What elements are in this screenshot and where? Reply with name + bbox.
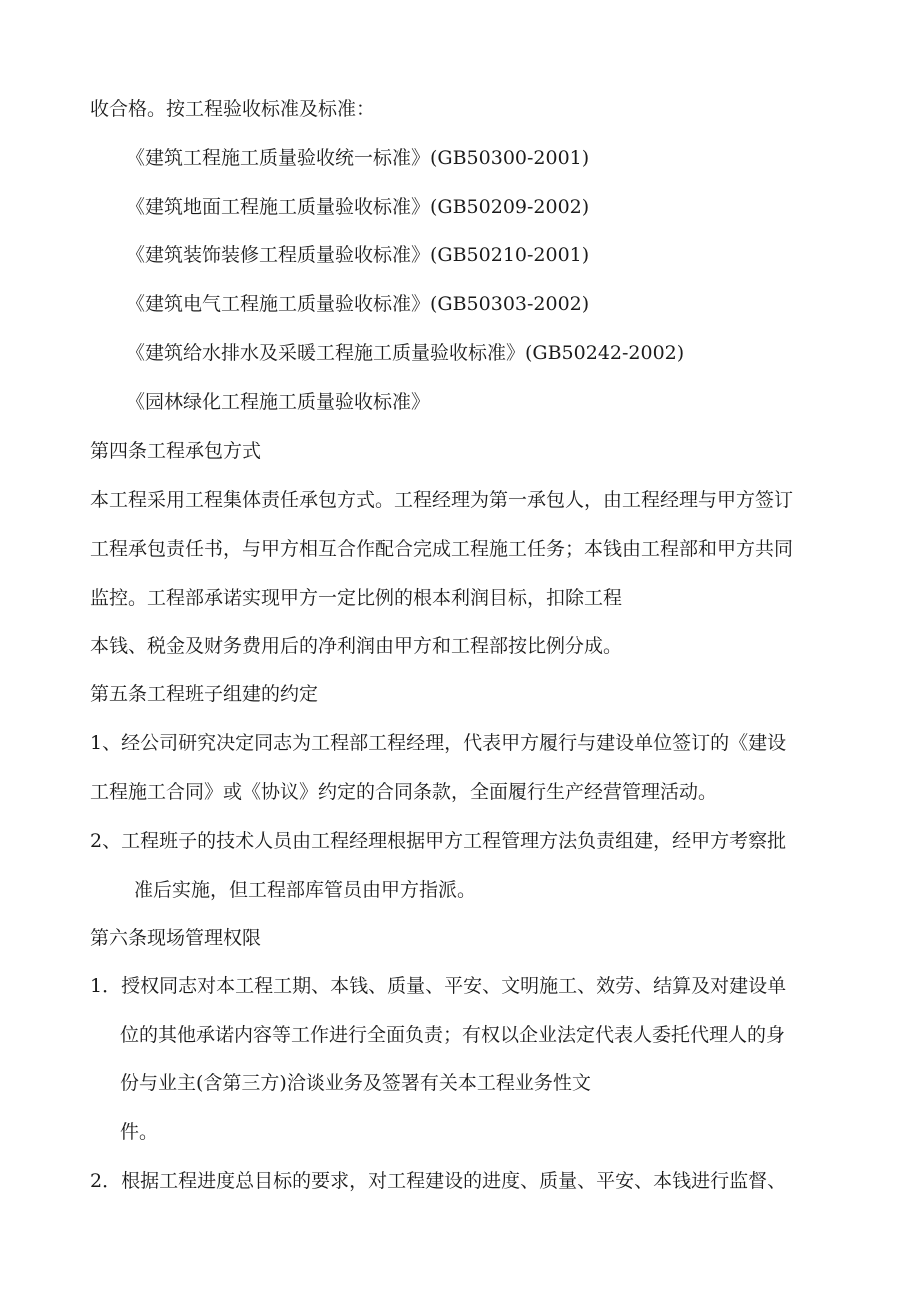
- text-line: 收合格。按工程验收标准及标准：: [90, 98, 376, 120]
- list-item: 2、工程班子的技术人员由工程经理根据甲方工程管理方法负责组建，经甲方考察批: [90, 830, 787, 852]
- text-line: 工程施工合同》或《协议》约定的合同条款，全面履行生产经营管理活动。: [90, 781, 718, 803]
- text-line: 监控。工程部承诺实现甲方一定比例的根本利润目标，扣除工程: [90, 587, 623, 609]
- standard-item: 《建筑电气工程施工质量验收标准》(GB50303-2002): [126, 293, 590, 315]
- section-heading: 第五条工程班子组建的约定: [90, 683, 319, 705]
- text-line: 本钱、税金及财务费用后的净利润由甲方和工程部按比例分成。: [90, 635, 623, 657]
- section-heading: 第四条工程承包方式: [90, 440, 262, 462]
- text-line: 位的其他承诺内容等工作进行全面负责；有权以企业法定代表人委托代理人的身: [120, 1024, 786, 1046]
- section-heading: 第六条现场管理权限: [90, 927, 262, 949]
- text-line: 份与业主(含第三方)洽谈业务及签署有关本工程业务性文: [120, 1072, 591, 1094]
- list-item: 1、经公司研究决定同志为工程部工程经理，代表甲方履行与建设单位签订的《建设: [90, 732, 787, 754]
- text-line: 本工程采用工程集体责任承包方式。工程经理为第一承包人，由工程经理与甲方签订: [90, 489, 794, 511]
- text-line: 准后实施，但工程部库管员由甲方指派。: [134, 879, 477, 901]
- list-item: 1．授权同志对本工程工期、本钱、质量、平安、文明施工、效劳、结算及对建设单: [90, 975, 787, 997]
- standard-item: 《园林绿化工程施工质量验收标准》: [126, 391, 431, 413]
- standard-item: 《建筑工程施工质量验收统一标准》(GB50300-2001): [126, 147, 590, 169]
- standard-item: 《建筑给水排水及采暖工程施工质量验收标准》(GB50242-2002): [126, 342, 685, 364]
- text-line: 件。: [120, 1121, 159, 1143]
- list-item: 2．根据工程进度总目标的要求，对工程建设的进度、质量、平安、本钱进行监督、: [90, 1170, 787, 1192]
- standard-item: 《建筑装饰装修工程质量验收标准》(GB50210-2001): [126, 244, 590, 266]
- standard-item: 《建筑地面工程施工质量验收标准》(GB50209-2002): [126, 196, 590, 218]
- text-line: 工程承包责任书，与甲方相互合作配合完成工程施工任务；本钱由工程部和甲方共同: [90, 538, 794, 560]
